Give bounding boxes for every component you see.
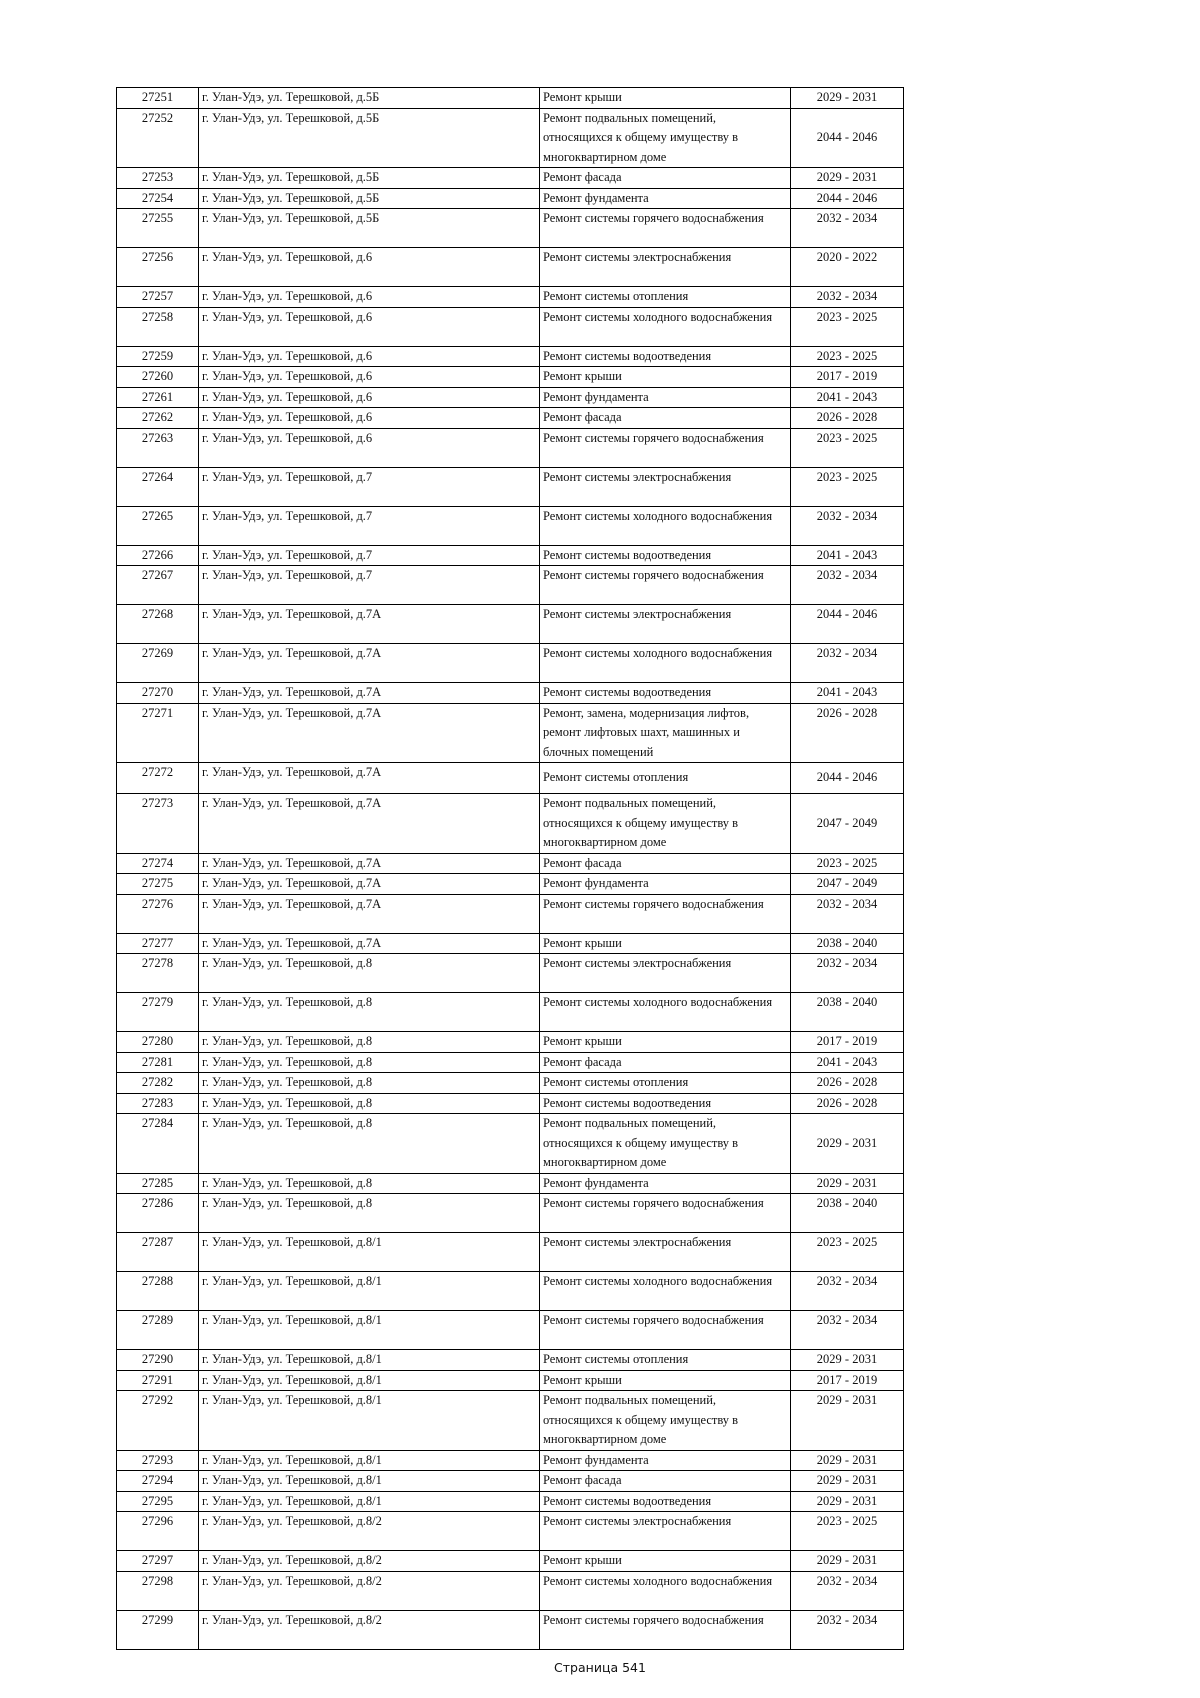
row-id-cell: 27288 (117, 1272, 199, 1311)
address-cell: г. Улан-Удэ, ул. Терешковой, д.6 (199, 307, 540, 346)
work-type-cell: Ремонт крыши (540, 1370, 791, 1391)
work-type-cell: Ремонт фундамента (540, 874, 791, 895)
period-cell: 2029 - 2031 (791, 1391, 904, 1451)
work-type-cell: Ремонт системы отопления (540, 1350, 791, 1371)
address-cell: г. Улан-Удэ, ул. Терешковой, д.8 (199, 1114, 540, 1174)
period-cell: 2032 - 2034 (791, 644, 904, 683)
row-id-cell: 27282 (117, 1073, 199, 1094)
work-type-cell: Ремонт крыши (540, 367, 791, 388)
table-row (117, 1233, 904, 1272)
period-cell: 2029 - 2031 (791, 1450, 904, 1471)
row-id-cell: 27259 (117, 346, 199, 367)
row-id-cell: 27254 (117, 188, 199, 209)
row-id-cell: 27260 (117, 367, 199, 388)
period-cell: 2044 - 2046 (791, 188, 904, 209)
address-cell: г. Улан-Удэ, ул. Терешковой, д.6 (199, 387, 540, 408)
work-type-cell: Ремонт крыши (540, 1032, 791, 1053)
address-cell: г. Улан-Удэ, ул. Терешковой, д.7А (199, 853, 540, 874)
work-type-cell: Ремонт системы водоотведения (540, 683, 791, 704)
row-id-cell: 27257 (117, 287, 199, 308)
address-cell: г. Улан-Удэ, ул. Терешковой, д.8/1 (199, 1272, 540, 1311)
row-id-cell: 27289 (117, 1311, 199, 1350)
row-id-cell: 27262 (117, 408, 199, 429)
address-cell: г. Улан-Удэ, ул. Терешковой, д.8 (199, 1052, 540, 1073)
period-cell: 2023 - 2025 (791, 1233, 904, 1272)
row-id-cell: 27253 (117, 168, 199, 189)
work-type-cell: Ремонт системы горячего водоснабжения (540, 566, 791, 605)
address-cell: г. Улан-Удэ, ул. Терешковой, д.5Б (199, 88, 540, 109)
work-type-cell: Ремонт крыши (540, 1551, 791, 1572)
table-row (117, 307, 904, 346)
work-type-cell: Ремонт системы отопления (540, 763, 791, 794)
table-row (117, 108, 904, 168)
work-type-cell: Ремонт крыши (540, 933, 791, 954)
table-row (117, 1311, 904, 1350)
table-row (117, 1551, 904, 1572)
period-cell: 2029 - 2031 (791, 1491, 904, 1512)
address-cell: г. Улан-Удэ, ул. Терешковой, д.8/2 (199, 1512, 540, 1551)
address-cell: г. Улан-Удэ, ул. Терешковой, д.7А (199, 605, 540, 644)
table-row (117, 545, 904, 566)
row-id-cell: 27285 (117, 1173, 199, 1194)
address-cell: г. Улан-Удэ, ул. Терешковой, д.7А (199, 874, 540, 895)
address-cell: г. Улан-Удэ, ул. Терешковой, д.8/1 (199, 1450, 540, 1471)
address-cell: г. Улан-Удэ, ул. Терешковой, д.8/1 (199, 1391, 540, 1451)
table-row (117, 566, 904, 605)
row-id-cell: 27296 (117, 1512, 199, 1551)
address-cell: г. Улан-Удэ, ул. Терешковой, д.5Б (199, 188, 540, 209)
row-id-cell: 27276 (117, 894, 199, 933)
address-cell: г. Улан-Удэ, ул. Терешковой, д.6 (199, 287, 540, 308)
table-row (117, 188, 904, 209)
work-type-cell: Ремонт подвальных помещений, относящихся к общему имуществу в многоквартирном доме (540, 1391, 791, 1451)
row-id-cell: 27263 (117, 428, 199, 467)
address-cell: г. Улан-Удэ, ул. Терешковой, д.5Б (199, 168, 540, 189)
work-type-cell: Ремонт системы электроснабжения (540, 248, 791, 287)
row-id-cell: 27299 (117, 1610, 199, 1649)
table-row (117, 346, 904, 367)
row-id-cell: 27295 (117, 1491, 199, 1512)
table-row (117, 168, 904, 189)
work-type-cell: Ремонт фасада (540, 853, 791, 874)
address-cell: г. Улан-Удэ, ул. Терешковой, д.8/1 (199, 1350, 540, 1371)
row-id-cell: 27297 (117, 1551, 199, 1572)
work-type-cell: Ремонт фундамента (540, 1173, 791, 1194)
table-row (117, 408, 904, 429)
table-row (117, 209, 904, 248)
address-cell: г. Улан-Удэ, ул. Терешковой, д.7 (199, 566, 540, 605)
row-id-cell: 27269 (117, 644, 199, 683)
address-cell: г. Улан-Удэ, ул. Терешковой, д.7 (199, 467, 540, 506)
row-id-cell: 27292 (117, 1391, 199, 1451)
work-type-cell: Ремонт фундамента (540, 387, 791, 408)
work-type-cell: Ремонт системы холодного водоснабжения (540, 1272, 791, 1311)
work-type-cell: Ремонт системы отопления (540, 287, 791, 308)
address-cell: г. Улан-Удэ, ул. Терешковой, д.7А (199, 794, 540, 854)
table-row (117, 683, 904, 704)
row-id-cell: 27264 (117, 467, 199, 506)
period-cell: 2032 - 2034 (791, 954, 904, 993)
table-row (117, 1272, 904, 1311)
row-id-cell: 27273 (117, 794, 199, 854)
address-cell: г. Улан-Удэ, ул. Терешковой, д.5Б (199, 108, 540, 168)
address-cell: г. Улан-Удэ, ул. Терешковой, д.6 (199, 428, 540, 467)
row-id-cell: 27287 (117, 1233, 199, 1272)
work-type-cell: Ремонт фасада (540, 168, 791, 189)
address-cell: г. Улан-Удэ, ул. Терешковой, д.7 (199, 545, 540, 566)
work-type-cell: Ремонт системы водоотведения (540, 346, 791, 367)
address-cell: г. Улан-Удэ, ул. Терешковой, д.7А (199, 703, 540, 763)
work-type-cell: Ремонт системы горячего водоснабжения (540, 428, 791, 467)
table-row (117, 1491, 904, 1512)
table-row (117, 248, 904, 287)
table-row (117, 1114, 904, 1174)
row-id-cell: 27294 (117, 1471, 199, 1492)
table-row (117, 467, 904, 506)
work-type-cell: Ремонт фасада (540, 1471, 791, 1492)
address-cell: г. Улан-Удэ, ул. Терешковой, д.7А (199, 644, 540, 683)
work-type-cell: Ремонт крыши (540, 88, 791, 109)
address-cell: г. Улан-Удэ, ул. Терешковой, д.8 (199, 1032, 540, 1053)
row-id-cell: 27272 (117, 763, 199, 794)
row-id-cell: 27258 (117, 307, 199, 346)
row-id-cell: 27255 (117, 209, 199, 248)
work-type-cell: Ремонт системы горячего водоснабжения (540, 894, 791, 933)
period-cell: 2032 - 2034 (791, 566, 904, 605)
table-row (117, 1512, 904, 1551)
work-type-cell: Ремонт системы холодного водоснабжения (540, 644, 791, 683)
table-row (117, 894, 904, 933)
address-cell: г. Улан-Удэ, ул. Терешковой, д.8/1 (199, 1491, 540, 1512)
period-cell: 2029 - 2031 (791, 1114, 904, 1174)
work-type-cell: Ремонт системы холодного водоснабжения (540, 993, 791, 1032)
table-row (117, 874, 904, 895)
row-id-cell: 27261 (117, 387, 199, 408)
work-type-cell: Ремонт системы холодного водоснабжения (540, 1571, 791, 1610)
row-id-cell: 27298 (117, 1571, 199, 1610)
row-id-cell: 27286 (117, 1194, 199, 1233)
address-cell: г. Улан-Удэ, ул. Терешковой, д.8/1 (199, 1471, 540, 1492)
address-cell: г. Улан-Удэ, ул. Терешковой, д.8 (199, 1194, 540, 1233)
period-cell: 2029 - 2031 (791, 1471, 904, 1492)
work-type-cell: Ремонт подвальных помещений, относящихся к общему имуществу в многоквартирном доме (540, 108, 791, 168)
table-row (117, 1350, 904, 1371)
period-cell: 2032 - 2034 (791, 287, 904, 308)
period-cell: 2029 - 2031 (791, 1350, 904, 1371)
period-cell: 2032 - 2034 (791, 209, 904, 248)
row-id-cell: 27266 (117, 545, 199, 566)
work-type-cell: Ремонт системы горячего водоснабжения (540, 1610, 791, 1649)
address-cell: г. Улан-Удэ, ул. Терешковой, д.6 (199, 346, 540, 367)
row-id-cell: 27283 (117, 1093, 199, 1114)
work-type-cell: Ремонт фасада (540, 1052, 791, 1073)
work-type-cell: Ремонт системы водоотведения (540, 1093, 791, 1114)
row-id-cell: 27284 (117, 1114, 199, 1174)
address-cell: г. Улан-Удэ, ул. Терешковой, д.8 (199, 1173, 540, 1194)
address-cell: г. Улан-Удэ, ул. Терешковой, д.8/1 (199, 1370, 540, 1391)
address-cell: г. Улан-Удэ, ул. Терешковой, д.7А (199, 683, 540, 704)
row-id-cell: 27279 (117, 993, 199, 1032)
work-type-cell: Ремонт системы электроснабжения (540, 467, 791, 506)
table-row (117, 1052, 904, 1073)
row-id-cell: 27281 (117, 1052, 199, 1073)
table-row (117, 794, 904, 854)
row-id-cell: 27268 (117, 605, 199, 644)
work-type-cell: Ремонт системы электроснабжения (540, 605, 791, 644)
table-row (117, 506, 904, 545)
work-type-cell: Ремонт системы отопления (540, 1073, 791, 1094)
table-row (117, 367, 904, 388)
address-cell: г. Улан-Удэ, ул. Терешковой, д.5Б (199, 209, 540, 248)
table-row (117, 1194, 904, 1233)
work-type-cell: Ремонт, замена, модернизация лифтов, ремонт лифтовых шахт, машинных и блочных помещений (540, 703, 791, 763)
period-cell: 2026 - 2028 (791, 1093, 904, 1114)
work-type-cell: Ремонт фасада (540, 408, 791, 429)
period-cell: 2026 - 2028 (791, 1073, 904, 1094)
repair-schedule-table (116, 87, 904, 1650)
period-cell: 2020 - 2022 (791, 248, 904, 287)
work-type-cell: Ремонт системы водоотведения (540, 545, 791, 566)
work-type-cell: Ремонт системы горячего водоснабжения (540, 1194, 791, 1233)
address-cell: г. Улан-Удэ, ул. Терешковой, д.8 (199, 1093, 540, 1114)
address-cell: г. Улан-Удэ, ул. Терешковой, д.7А (199, 933, 540, 954)
row-id-cell: 27271 (117, 703, 199, 763)
address-cell: г. Улан-Удэ, ул. Терешковой, д.8/2 (199, 1551, 540, 1572)
table-row (117, 1391, 904, 1451)
table-row (117, 1450, 904, 1471)
row-id-cell: 27252 (117, 108, 199, 168)
period-cell: 2032 - 2034 (791, 894, 904, 933)
period-cell: 2017 - 2019 (791, 1032, 904, 1053)
row-id-cell: 27265 (117, 506, 199, 545)
period-cell: 2023 - 2025 (791, 346, 904, 367)
period-cell: 2041 - 2043 (791, 683, 904, 704)
work-type-cell: Ремонт подвальных помещений, относящихся к общему имуществу в многоквартирном доме (540, 794, 791, 854)
period-cell: 2041 - 2043 (791, 387, 904, 408)
period-cell: 2044 - 2046 (791, 763, 904, 794)
period-cell: 2032 - 2034 (791, 506, 904, 545)
period-cell: 2023 - 2025 (791, 428, 904, 467)
row-id-cell: 27277 (117, 933, 199, 954)
address-cell: г. Улан-Удэ, ул. Терешковой, д.8/1 (199, 1311, 540, 1350)
period-cell: 2032 - 2034 (791, 1610, 904, 1649)
table-row (117, 428, 904, 467)
row-id-cell: 27278 (117, 954, 199, 993)
table-row (117, 1471, 904, 1492)
table-row (117, 1032, 904, 1053)
address-cell: г. Улан-Удэ, ул. Терешковой, д.8 (199, 993, 540, 1032)
address-cell: г. Улан-Удэ, ул. Терешковой, д.8/2 (199, 1610, 540, 1649)
table-row (117, 933, 904, 954)
period-cell: 2029 - 2031 (791, 168, 904, 189)
period-cell: 2044 - 2046 (791, 605, 904, 644)
period-cell: 2044 - 2046 (791, 108, 904, 168)
work-type-cell: Ремонт системы горячего водоснабжения (540, 1311, 791, 1350)
row-id-cell: 27256 (117, 248, 199, 287)
table-row (117, 763, 904, 794)
row-id-cell: 27274 (117, 853, 199, 874)
row-id-cell: 27291 (117, 1370, 199, 1391)
period-cell: 2026 - 2028 (791, 408, 904, 429)
work-type-cell: Ремонт фундамента (540, 1450, 791, 1471)
period-cell: 2047 - 2049 (791, 874, 904, 895)
row-id-cell: 27251 (117, 88, 199, 109)
period-cell: 2029 - 2031 (791, 88, 904, 109)
table-row (117, 1073, 904, 1094)
table-row (117, 993, 904, 1032)
row-id-cell: 27270 (117, 683, 199, 704)
work-type-cell: Ремонт системы электроснабжения (540, 1233, 791, 1272)
table-row (117, 88, 904, 109)
period-cell: 2017 - 2019 (791, 1370, 904, 1391)
address-cell: г. Улан-Удэ, ул. Терешковой, д.6 (199, 408, 540, 429)
table-row (117, 1093, 904, 1114)
work-type-cell: Ремонт подвальных помещений, относящихся к общему имуществу в многоквартирном доме (540, 1114, 791, 1174)
period-cell: 2038 - 2040 (791, 933, 904, 954)
address-cell: г. Улан-Удэ, ул. Терешковой, д.6 (199, 367, 540, 388)
work-type-cell: Ремонт фундамента (540, 188, 791, 209)
address-cell: г. Улан-Удэ, ул. Терешковой, д.8/2 (199, 1571, 540, 1610)
table-row (117, 1571, 904, 1610)
address-cell: г. Улан-Удэ, ул. Терешковой, д.8 (199, 954, 540, 993)
period-cell: 2032 - 2034 (791, 1311, 904, 1350)
table-row (117, 853, 904, 874)
period-cell: 2017 - 2019 (791, 367, 904, 388)
address-cell: г. Улан-Удэ, ул. Терешковой, д.7А (199, 894, 540, 933)
period-cell: 2032 - 2034 (791, 1272, 904, 1311)
row-id-cell: 27290 (117, 1350, 199, 1371)
row-id-cell: 27267 (117, 566, 199, 605)
address-cell: г. Улан-Удэ, ул. Терешковой, д.8 (199, 1073, 540, 1094)
period-cell: 2041 - 2043 (791, 1052, 904, 1073)
table-row (117, 703, 904, 763)
work-type-cell: Ремонт системы электроснабжения (540, 1512, 791, 1551)
period-cell: 2023 - 2025 (791, 467, 904, 506)
table-row (117, 644, 904, 683)
work-type-cell: Ремонт системы холодного водоснабжения (540, 506, 791, 545)
table-row (117, 387, 904, 408)
table-row (117, 287, 904, 308)
period-cell: 2038 - 2040 (791, 1194, 904, 1233)
table-row (117, 954, 904, 993)
work-type-cell: Ремонт системы водоотведения (540, 1491, 791, 1512)
period-cell: 2032 - 2034 (791, 1571, 904, 1610)
table-row (117, 1370, 904, 1391)
period-cell: 2023 - 2025 (791, 853, 904, 874)
address-cell: г. Улан-Удэ, ул. Терешковой, д.7А (199, 763, 540, 794)
period-cell: 2026 - 2028 (791, 703, 904, 763)
table-row (117, 1610, 904, 1649)
address-cell: г. Улан-Удэ, ул. Терешковой, д.6 (199, 248, 540, 287)
row-id-cell: 27275 (117, 874, 199, 895)
table-body (117, 88, 904, 1650)
period-cell: 2029 - 2031 (791, 1173, 904, 1194)
page-number: Страница 541 (554, 1660, 646, 1675)
table-row (117, 1173, 904, 1194)
period-cell: 2023 - 2025 (791, 1512, 904, 1551)
table-row (117, 605, 904, 644)
work-type-cell: Ремонт системы горячего водоснабжения (540, 209, 791, 248)
period-cell: 2047 - 2049 (791, 794, 904, 854)
address-cell: г. Улан-Удэ, ул. Терешковой, д.7 (199, 506, 540, 545)
work-type-cell: Ремонт системы холодного водоснабжения (540, 307, 791, 346)
period-cell: 2023 - 2025 (791, 307, 904, 346)
row-id-cell: 27280 (117, 1032, 199, 1053)
work-type-cell: Ремонт системы электроснабжения (540, 954, 791, 993)
period-cell: 2038 - 2040 (791, 993, 904, 1032)
address-cell: г. Улан-Удэ, ул. Терешковой, д.8/1 (199, 1233, 540, 1272)
period-cell: 2041 - 2043 (791, 545, 904, 566)
period-cell: 2029 - 2031 (791, 1551, 904, 1572)
row-id-cell: 27293 (117, 1450, 199, 1471)
